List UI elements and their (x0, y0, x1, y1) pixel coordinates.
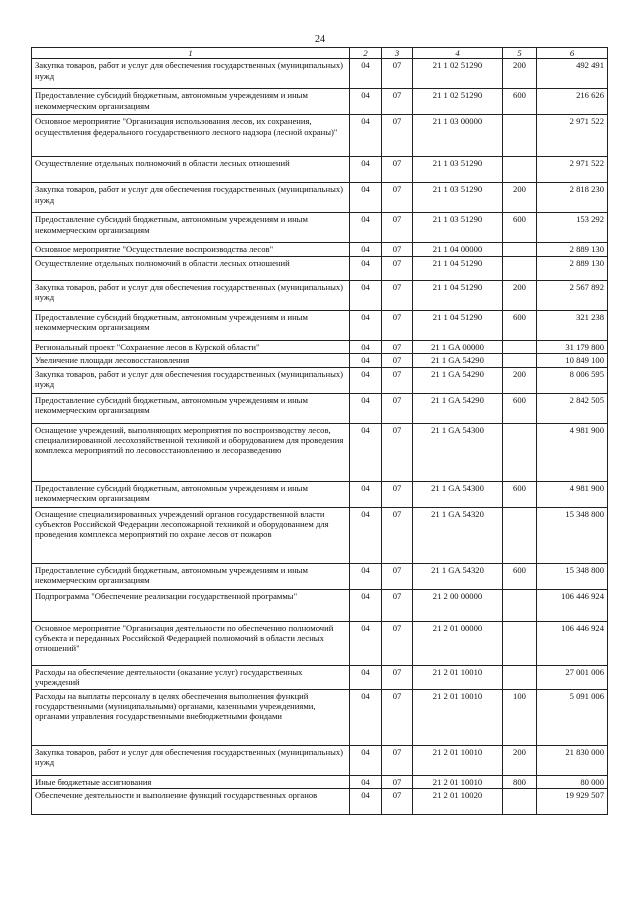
row-subsection: 07 (382, 589, 413, 621)
row-amount: 27 001 006 (537, 665, 608, 689)
row-amount: 153 292 (537, 213, 608, 243)
row-amount: 2 889 130 (537, 256, 608, 280)
table-row (32, 689, 608, 745)
row-target-code: 21 1 04 51290 (413, 256, 503, 280)
row-expense-type (503, 340, 537, 353)
row-subsection: 07 (382, 59, 413, 89)
table-row (32, 589, 608, 621)
row-section: 04 (350, 563, 382, 589)
table-row (32, 563, 608, 589)
row-name: Предоставление субсидий бюджетным, автономным учреждениям и иным некоммерческим организациям (32, 310, 350, 340)
row-expense-type (503, 665, 537, 689)
row-target-code: 21 2 01 00000 (413, 621, 503, 665)
row-name: Основное мероприятие "Осуществление воспроизводства лесов" (32, 243, 350, 256)
row-section: 04 (350, 367, 382, 393)
row-expense-type (503, 256, 537, 280)
row-subsection: 07 (382, 280, 413, 310)
table-row (32, 243, 608, 256)
row-expense-type: 200 (503, 183, 537, 213)
row-section: 04 (350, 59, 382, 89)
row-section: 04 (350, 621, 382, 665)
row-amount: 15 348 800 (537, 507, 608, 563)
row-expense-type (503, 507, 537, 563)
row-name: Оснащение специализированных учреждений органов государственной власти субъектов Российской Федерации лесопожарной техникой и оборудованием для проведения комплекса мероприятий по охране лесов от пожаров (32, 507, 350, 563)
header-col-target-code: 4 (413, 48, 503, 59)
row-expense-type: 600 (503, 393, 537, 423)
header-col-expense-type: 5 (503, 48, 537, 59)
row-expense-type: 600 (503, 310, 537, 340)
row-section: 04 (350, 789, 382, 815)
header-col-section: 2 (350, 48, 382, 59)
row-subsection: 07 (382, 354, 413, 367)
table-row (32, 507, 608, 563)
row-subsection: 07 (382, 157, 413, 183)
row-amount: 2 818 230 (537, 183, 608, 213)
row-amount: 492 491 (537, 59, 608, 89)
row-name: Основное мероприятие "Организация использования лесов, их сохранения, осуществления федерального государственного лесного надзора (лесной охраны)" (32, 115, 350, 157)
row-subsection: 07 (382, 563, 413, 589)
table-row (32, 157, 608, 183)
row-amount: 19 929 507 (537, 789, 608, 815)
row-section: 04 (350, 665, 382, 689)
row-amount: 8 006 595 (537, 367, 608, 393)
table-row (32, 89, 608, 115)
table-row (32, 367, 608, 393)
row-name: Расходы на выплаты персоналу в целях обеспечения выполнения функций государственными (муниципальными) органами, казенными учреждениями, органами управления государственными внебюджетными фондами (32, 689, 350, 745)
row-amount: 2 889 130 (537, 243, 608, 256)
row-amount: 216 626 (537, 89, 608, 115)
row-name: Закупка товаров, работ и услуг для обеспечения государственных (муниципальных) нужд (32, 367, 350, 393)
table-header-row (32, 48, 608, 59)
row-expense-type: 800 (503, 775, 537, 788)
row-name: Подпрограмма "Обеспечение реализации государственной программы" (32, 589, 350, 621)
row-section: 04 (350, 689, 382, 745)
row-target-code: 21 2 01 10010 (413, 665, 503, 689)
row-expense-type: 200 (503, 280, 537, 310)
row-target-code: 21 1 GA 54300 (413, 481, 503, 507)
table-row (32, 354, 608, 367)
row-target-code: 21 1 03 51290 (413, 183, 503, 213)
table-row (32, 621, 608, 665)
row-target-code: 21 1 04 00000 (413, 243, 503, 256)
page-number: 24 (315, 34, 325, 45)
row-subsection: 07 (382, 393, 413, 423)
row-section: 04 (350, 183, 382, 213)
row-amount: 321 238 (537, 310, 608, 340)
table-row (32, 481, 608, 507)
row-amount: 10 849 100 (537, 354, 608, 367)
row-section: 04 (350, 745, 382, 775)
table-row (32, 213, 608, 243)
row-subsection: 07 (382, 621, 413, 665)
row-subsection: 07 (382, 115, 413, 157)
row-target-code: 21 1 04 51290 (413, 280, 503, 310)
row-section: 04 (350, 481, 382, 507)
row-subsection: 07 (382, 89, 413, 115)
row-amount: 5 091 006 (537, 689, 608, 745)
row-expense-type (503, 115, 537, 157)
row-expense-type: 600 (503, 481, 537, 507)
row-section: 04 (350, 213, 382, 243)
table-row (32, 789, 608, 815)
row-name: Иные бюджетные ассигнования (32, 775, 350, 788)
header-col-name: 1 (32, 48, 350, 59)
row-subsection: 07 (382, 789, 413, 815)
row-subsection: 07 (382, 256, 413, 280)
table-row (32, 256, 608, 280)
table-row (32, 59, 608, 89)
row-name: Обеспечение деятельности и выполнение функций государственных органов (32, 789, 350, 815)
row-expense-type: 600 (503, 213, 537, 243)
row-section: 04 (350, 115, 382, 157)
row-section: 04 (350, 393, 382, 423)
row-section: 04 (350, 354, 382, 367)
row-expense-type (503, 354, 537, 367)
row-name: Основное мероприятие "Организация деятельности по обеспечению полномочий субъекта и переданных Российской Федерацией полномочий в области лесных отношений" (32, 621, 350, 665)
row-amount: 21 830 000 (537, 745, 608, 775)
row-subsection: 07 (382, 775, 413, 788)
table-row (32, 280, 608, 310)
row-target-code: 21 2 01 10020 (413, 789, 503, 815)
row-subsection: 07 (382, 689, 413, 745)
row-section: 04 (350, 256, 382, 280)
row-expense-type (503, 243, 537, 256)
row-amount: 106 446 924 (537, 589, 608, 621)
row-subsection: 07 (382, 340, 413, 353)
table-row (32, 183, 608, 213)
row-expense-type (503, 789, 537, 815)
row-section: 04 (350, 157, 382, 183)
row-expense-type (503, 157, 537, 183)
row-name: Предоставление субсидий бюджетным, автономным учреждениям и иным некоммерческим организациям (32, 89, 350, 115)
row-name: Предоставление субсидий бюджетным, автономным учреждениям и иным некоммерческим организациям (32, 481, 350, 507)
budget-table (31, 47, 608, 815)
row-target-code: 21 2 01 10010 (413, 689, 503, 745)
row-expense-type: 100 (503, 689, 537, 745)
row-subsection: 07 (382, 183, 413, 213)
row-target-code: 21 1 GA 54290 (413, 367, 503, 393)
row-amount: 106 446 924 (537, 621, 608, 665)
row-target-code: 21 1 03 00000 (413, 115, 503, 157)
table-row (32, 423, 608, 481)
row-section: 04 (350, 340, 382, 353)
row-amount: 2 971 522 (537, 157, 608, 183)
row-expense-type: 200 (503, 59, 537, 89)
row-expense-type: 200 (503, 367, 537, 393)
row-expense-type (503, 423, 537, 481)
table-row (32, 665, 608, 689)
row-name: Региональный проект "Сохранение лесов в Курской области" (32, 340, 350, 353)
row-name: Предоставление субсидий бюджетным, автономным учреждениям и иным некоммерческим организациям (32, 563, 350, 589)
row-name: Расходы на обеспечение деятельности (оказание услуг) государственных учреждений (32, 665, 350, 689)
row-name: Предоставление субсидий бюджетным, автономным учреждениям и иным некоммерческим организациям (32, 213, 350, 243)
table-row (32, 115, 608, 157)
row-target-code: 21 1 GA 54320 (413, 507, 503, 563)
row-amount: 15 348 800 (537, 563, 608, 589)
row-section: 04 (350, 310, 382, 340)
row-target-code: 21 1 GA 54300 (413, 423, 503, 481)
row-amount: 4 981 900 (537, 481, 608, 507)
row-section: 04 (350, 423, 382, 481)
row-section: 04 (350, 243, 382, 256)
table-row (32, 393, 608, 423)
row-target-code: 21 1 02 51290 (413, 89, 503, 115)
table-row (32, 745, 608, 775)
row-amount: 31 179 800 (537, 340, 608, 353)
row-amount: 80 000 (537, 775, 608, 788)
row-target-code: 21 1 GA 54290 (413, 354, 503, 367)
row-name: Закупка товаров, работ и услуг для обеспечения государственных (муниципальных) нужд (32, 183, 350, 213)
row-amount: 4 981 900 (537, 423, 608, 481)
row-target-code: 21 2 00 00000 (413, 589, 503, 621)
row-name: Оснащение учреждений, выполняющих мероприятия по воспроизводству лесов, специализированной лесохозяйственной техникой и оборудованием для проведения комплекса мероприятий по лесовосстановлению и лесоразведению (32, 423, 350, 481)
row-target-code: 21 1 03 51290 (413, 213, 503, 243)
row-name: Осуществление отдельных полномочий в области лесных отношений (32, 157, 350, 183)
header-col-amount: 6 (537, 48, 608, 59)
row-expense-type (503, 621, 537, 665)
row-amount: 2 567 892 (537, 280, 608, 310)
row-subsection: 07 (382, 310, 413, 340)
row-target-code: 21 2 01 10010 (413, 775, 503, 788)
row-name: Увеличение площади лесовосстановления (32, 354, 350, 367)
row-subsection: 07 (382, 507, 413, 563)
row-name: Предоставление субсидий бюджетным, автономным учреждениям и иным некоммерческим организациям (32, 393, 350, 423)
row-name: Закупка товаров, работ и услуг для обеспечения государственных (муниципальных) нужд (32, 59, 350, 89)
row-expense-type: 600 (503, 89, 537, 115)
row-subsection: 07 (382, 367, 413, 393)
row-target-code: 21 1 GA 54290 (413, 393, 503, 423)
row-target-code: 21 1 GA 00000 (413, 340, 503, 353)
table-row (32, 310, 608, 340)
row-section: 04 (350, 589, 382, 621)
row-section: 04 (350, 507, 382, 563)
row-amount: 2 842 505 (537, 393, 608, 423)
table-row (32, 775, 608, 788)
header-col-subsection: 3 (382, 48, 413, 59)
row-target-code: 21 1 04 51290 (413, 310, 503, 340)
row-target-code: 21 2 01 10010 (413, 745, 503, 775)
row-name: Осуществление отдельных полномочий в области лесных отношений (32, 256, 350, 280)
row-expense-type (503, 589, 537, 621)
row-expense-type: 600 (503, 563, 537, 589)
row-section: 04 (350, 775, 382, 788)
table-row (32, 340, 608, 353)
row-subsection: 07 (382, 745, 413, 775)
row-name: Закупка товаров, работ и услуг для обеспечения государственных (муниципальных) нужд (32, 745, 350, 775)
row-subsection: 07 (382, 213, 413, 243)
row-target-code: 21 1 GA 54320 (413, 563, 503, 589)
row-subsection: 07 (382, 481, 413, 507)
row-target-code: 21 1 02 51290 (413, 59, 503, 89)
row-amount: 2 971 522 (537, 115, 608, 157)
row-target-code: 21 1 03 51290 (413, 157, 503, 183)
row-expense-type: 200 (503, 745, 537, 775)
row-subsection: 07 (382, 423, 413, 481)
row-subsection: 07 (382, 665, 413, 689)
row-subsection: 07 (382, 243, 413, 256)
row-section: 04 (350, 89, 382, 115)
row-name: Закупка товаров, работ и услуг для обеспечения государственных (муниципальных) нужд (32, 280, 350, 310)
row-section: 04 (350, 280, 382, 310)
